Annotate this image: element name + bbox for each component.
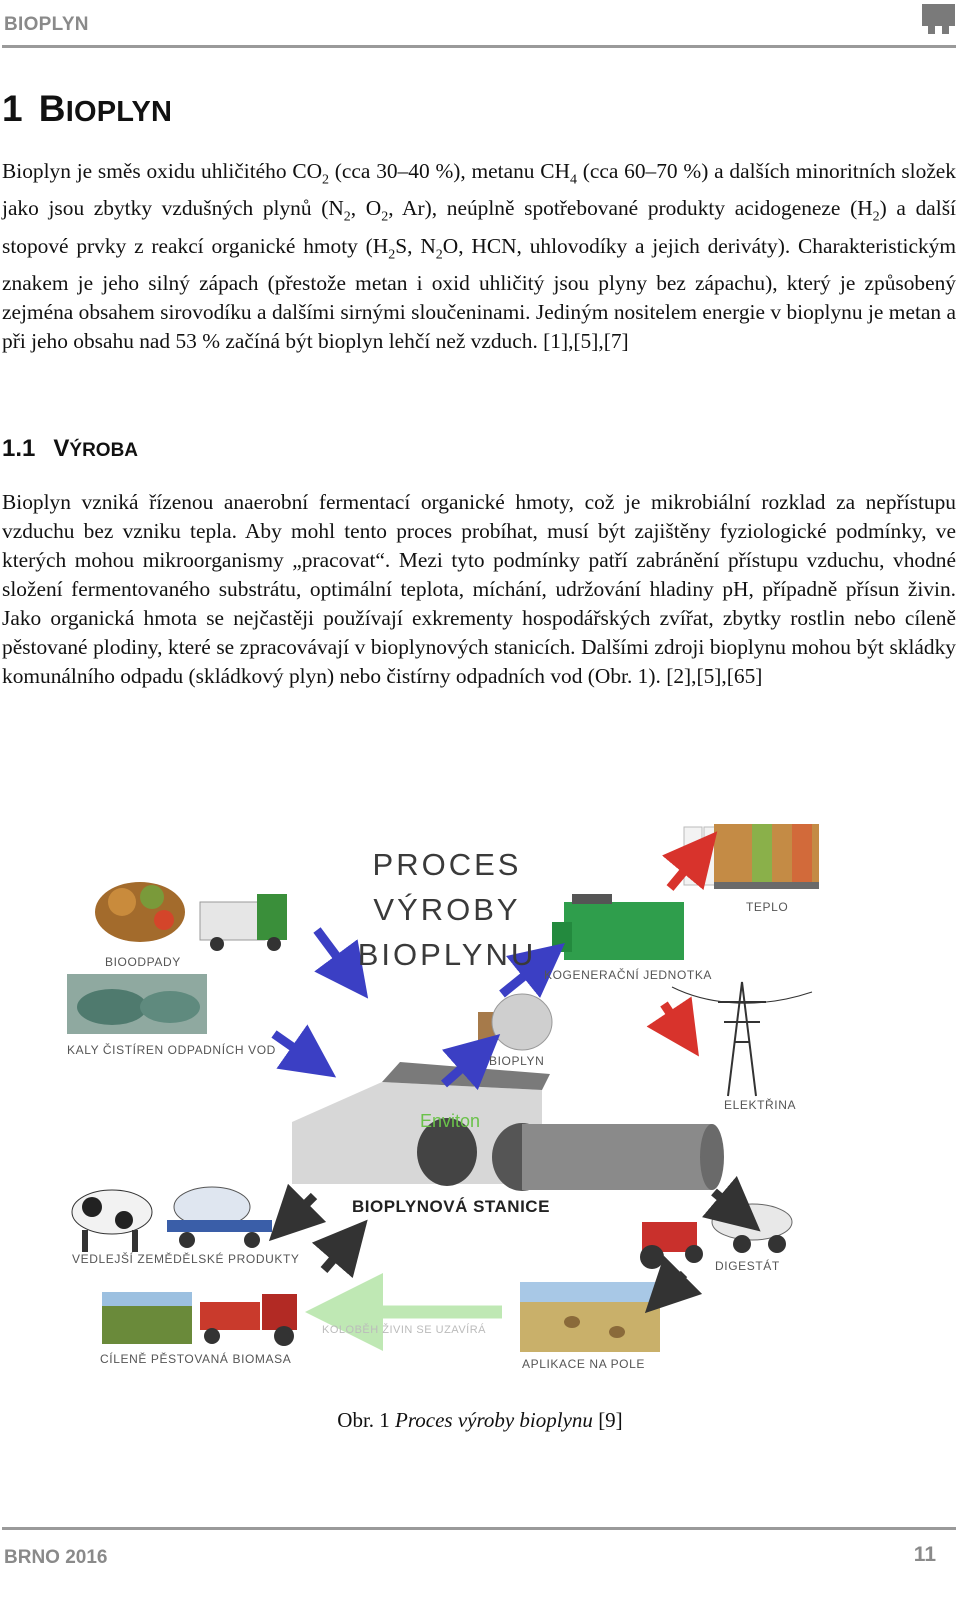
tractor-icon [640,1222,703,1269]
slurry-tanker-icon [167,1187,272,1248]
figure-title: PROCES VÝROBY BIOPLYNU [357,847,537,972]
label-pole: APLIKACE NA POLE [522,1357,645,1371]
figure-caption: Obr. 1 Proces výroby bioplynu [9] [337,1408,623,1432]
chapter-number: 1 [2,88,23,129]
header-rule [2,45,956,48]
arrow-from-byproducts [288,1196,314,1222]
chp-engine-icon [552,894,684,960]
label-kaly: KALY ČISTÍREN ODPADNÍCH VOD [67,1043,276,1057]
digestate-tanker-icon [712,1204,792,1253]
label-bioodpady: BIOODPADY [105,955,181,969]
biogas-station-icon [292,1062,724,1191]
paragraph-production: Bioplyn vzniká řízenou anaerobní fermentací organické hmoty, což je mikrobiální rozklad za nepřístupu vzduchu bez vzniku tepla. Aby mohl tento proces probíhat, musí být zajištěny fyziologické podmínky, ve kterých mohou mikroorganismy „pracovat“. Mezi tyto podmínky patří zabránění přístupu vzduchu, vhodné složení fermentovaného substrátu, optimální teplota, míchání, udržování hladiny pH, případně přísun živin. Jako organická hmota se nejčastěji používají exkrementy hospodářských zvířat, zbytky rostlin nebo cíleně pěstované plodiny, které se zpracovávají v bioplynových stanicích. Dalšími zdroji bioplynu mohou být skládky komunálního odpadu (skládkový plyn) nebo čistírny odpadních vod (Obr. 1). [2],[5],[65] [2,490,956,688]
red-trailer-icon [200,1294,297,1346]
label-biomasa: CÍLENĚ PĚSTOVANÁ BIOMASA [100,1352,292,1366]
page-number: 11 [913,1543,936,1566]
section-number: 1.1 [2,435,36,462]
wastewater-plant-icon [67,974,207,1034]
label-kogenerace: KOGENERAČNÍ JEDNOTKA [544,968,713,982]
section-title-rest: ÝROBA [69,440,139,461]
enviton-logo: Enviton [420,1111,481,1131]
food-waste-icon [95,882,185,942]
label-digestat: DIGESTÁT [715,1259,780,1273]
field-bales-icon [520,1282,660,1352]
footer-rule [2,1527,956,1530]
biogas-tank-icon [478,994,552,1050]
running-title: BIOPLYN [4,14,89,35]
garbage-truck-icon [200,894,287,951]
arrow-to-electricity [664,1004,684,1034]
power-pylon-icon [672,982,812,1096]
input-arrow-kaly [274,1034,314,1062]
footer-place-year: BRNO 2016 [4,1547,108,1568]
label-vedlejsi: VEDLEJŠÍ ZEMĚDĚLSKÉ PRODUKTY [72,1252,300,1266]
arrow-to-field [664,1274,684,1294]
section-heading [2,435,138,463]
label-teplo: TEPLO [746,900,789,914]
label-cyklus: KOLOBĚH ŽIVIN SE UZAVÍRÁ [322,1324,486,1336]
arrow-from-biomass [324,1240,350,1270]
paragraph-intro: Bioplyn je směs oxidu uhličitého $CO_2$ (cca 30–40 %), metanu $CH_4$ (cca 60–70 %) a dalších minoritních složek jako jsou zbytky vzdušných plynů ($N_2$, $O_2$, Ar), neúplně spotřebované produkty acidogeneze $(H_2)$ a další stopové prvky z reakcí organické hmoty ($H_2S$, $N_2O$, HCN, uhlovodíky a jejich deriváty). Charakteristickým znakem je jeho silný zápach (přestože metan i oxid uhličitý jsou plyny bez zápachu), který je způsobený zejména obsahem sirovodíku a dalšími sirnými sloučeninami. Jediným nositelem energie v bioplynu je metan a při jeho obsahu nad 53 % začíná být bioplyn lehčí než vzduch. [1],[5],[7] [2,159,956,353]
biomass-field-icon [102,1292,192,1344]
label-bioplyn: BIOPLYN [489,1054,545,1068]
apartment-building-icon [714,824,819,889]
chapter-heading [2,88,172,130]
cow-icon [72,1190,152,1252]
university-logo-icon [922,4,955,34]
process-figure [52,812,922,1397]
page-header [0,0,960,50]
chapter-title-rest: IOPLYN [65,96,173,128]
label-elektrina: ELEKTŘINA [724,1098,797,1112]
chapter-title-initial: B [38,88,66,129]
label-stanice: BIOPLYNOVÁ STANICE [352,1197,550,1216]
section-title-initial: V [53,435,70,462]
